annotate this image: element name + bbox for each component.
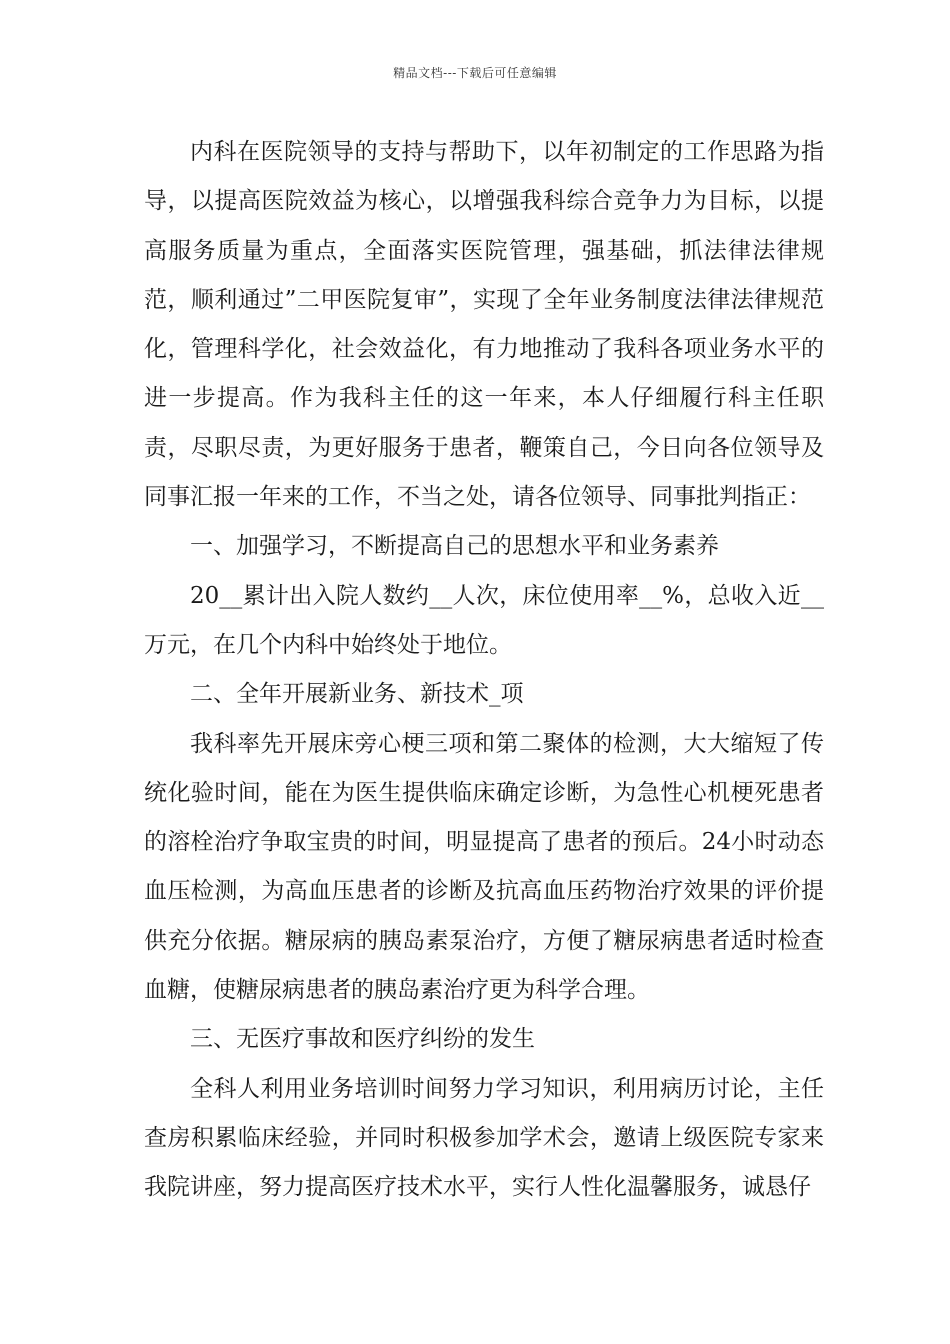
paragraph-statistics: 20__累计出入院人数约__人次，床位使用率__%，总收入近__万元，在几个内科中始终处于地位。 xyxy=(144,582,824,658)
paragraph-new-techniques: 我科率先开展床旁心梗三项和第二聚体的检测，大大缩短了传统化验时间，能在为医生提供临床确定诊断，为急性心机梗死患者的溶栓治疗争取宝贵的时间，明显提高了患者的预后。24小时动态血压检测，为高血压患者的诊断及抗高血压药物治疗效果的评价提供充分依据。糖尿病的胰岛素泵治疗，方便了糖尿病患者适时检查血糖，使糖尿病患者的胰岛素治疗更为科学合理。 xyxy=(144,730,824,1004)
paragraph-intro: 内科在医院领导的支持与帮助下，以年初制定的工作思路为指导，以提高医院效益为核心，以增强我科综合竞争力为目标，以提高服务质量为重点，全面落实医院管理，强基础，抓法律法律规范，顺利通过”二甲医院复审”，实现了全年业务制度法律法律规范化，管理科学化，社会效益化，有力地推动了我科各项业务水平的进一步提高。作为我科主任的这一年来，本人仔细履行科主任职责，尽职尽责，为更好服务于患者，鞭策自己，今日向各位领导及同事汇报一年来的工作，不当之处，请各位领导、同事批判指正： xyxy=(144,139,824,511)
page-header: 精品文档---下载后可任意编辑 xyxy=(393,66,557,80)
section-heading-1: 一、加强学习，不断提高自己的思想水平和业务素养 xyxy=(190,533,719,560)
paragraph-training: 全科人利用业务培训时间努力学习知识，利用病历讨论，主任查房积累临床经验，并同时积极参加学术会，邀请上级医院专家来我院讲座，努力提高医疗技术水平，实行人性化温馨服务，诚恳仔 xyxy=(144,1075,824,1201)
section-heading-2: 二、全年开展新业务、新技术_项 xyxy=(190,681,524,708)
section-heading-3: 三、无医疗事故和医疗纠纷的发生 xyxy=(190,1026,535,1053)
document-body xyxy=(144,128,824,1213)
